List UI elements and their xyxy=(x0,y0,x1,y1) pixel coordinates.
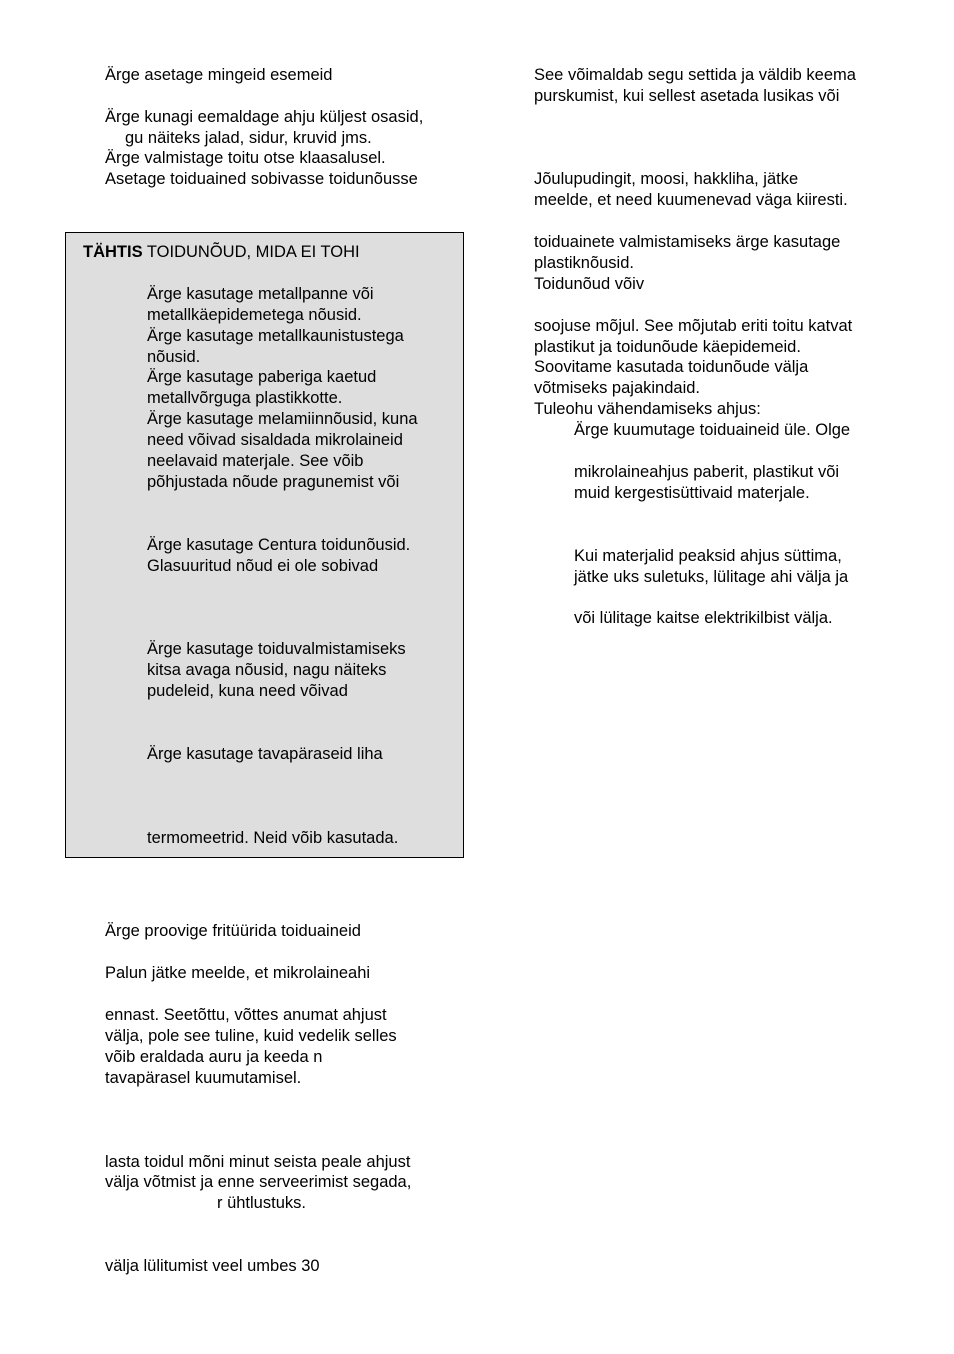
right-text-line: Tuleohu vähendamiseks ahjus: xyxy=(534,400,761,418)
left-text-line: Palun jätke meelde, et mikrolaineahi xyxy=(105,964,371,982)
right-text-line: toiduainete valmistamiseks ärge kasutage xyxy=(534,233,841,251)
right-text-line: Soovitame kasutada toidunõude välja xyxy=(534,358,809,376)
important-label: TÄHTIS xyxy=(83,243,143,261)
right-text-line: plastikut ja toidunõude käepidemeid. xyxy=(534,338,801,356)
right-text-line: Ärge kuumutage toiduaineid üle. Olge xyxy=(574,421,851,439)
box-text-line: kitsa avaga nõusid, nagu näiteks xyxy=(147,661,387,679)
box-text-line: Ärge kasutage tavapäraseid liha xyxy=(147,745,383,763)
box-text-line: neelavaid materjale. See võib xyxy=(147,452,364,470)
right-text-line: mikrolaineahjus paberit, plastikut või xyxy=(574,463,840,481)
right-text-line: võtmiseks pajakindaid. xyxy=(534,379,700,397)
left-text-line: välja võtmist ja enne serveerimist segada, xyxy=(105,1173,412,1191)
right-text-line: jätke uks suletuks, lülitage ahi välja ja xyxy=(574,568,849,586)
left-text-line: ennast. Seetõttu, võttes anumat ahjust xyxy=(105,1006,387,1024)
box-text-line: termomeetrid. Neid võib kasutada. xyxy=(147,829,399,847)
left-text-line: r ühtlustuks. xyxy=(217,1194,306,1212)
right-text-line: muid kergestisüttivaid materjale. xyxy=(574,484,810,502)
right-text-line: või lülitage kaitse elektrikilbist välja. xyxy=(574,609,833,627)
right-text-line: Kui materjalid peaksid ahjus süttima, xyxy=(574,547,842,565)
box-text-line: Ärge kasutage metallkaunistustega xyxy=(147,327,404,345)
left-text-line: lasta toidul mõni minut seista peale ahjust xyxy=(105,1153,411,1171)
box-text-line: nõusid. xyxy=(147,348,201,366)
box-text-line: need võivad sisaldada mikrolaineid xyxy=(147,431,403,449)
left-text-line: välja lülitumist veel umbes 30 xyxy=(105,1257,320,1275)
box-text-line: metallvõrguga plastikkotte. xyxy=(147,389,343,407)
box-text-line: Ärge kasutage toiduvalmistamiseks xyxy=(147,640,406,658)
left-text-line: Ärge valmistage toitu otse klaasalusel. xyxy=(105,149,386,167)
box-text-line: Ärge kasutage Centura toidunõusid. xyxy=(147,536,411,554)
box-text-line: Ärge kasutage metallpanne või xyxy=(147,285,374,303)
box-text-line: Ärge kasutage paberiga kaetud xyxy=(147,368,377,386)
box-text-line: põhjustada nõude pragunemist või xyxy=(147,473,400,491)
left-text-line: Ärge kunagi eemaldage ahju küljest osasid, xyxy=(105,108,424,126)
right-text-line: plastiknõusid. xyxy=(534,254,634,272)
box-text-line: Glasuuritud nõud ei ole sobivad xyxy=(147,557,379,575)
right-text-line: meelde, et need kuumenevad väga kiiresti. xyxy=(534,191,848,209)
left-text-line: gu näiteks jalad, sidur, kruvid jms. xyxy=(125,129,372,147)
box-text-line: pudeleid, kuna need võivad xyxy=(147,682,348,700)
left-text-line: Ärge asetage mingeid esemeid xyxy=(105,66,333,84)
left-text-line: võib eraldada auru ja keeda n xyxy=(105,1048,323,1066)
left-text-line: Ärge proovige fritüürida toiduaineid xyxy=(105,922,361,940)
box-text-line: metallkäepidemetega nõusid. xyxy=(147,306,362,324)
right-text-line: Jõulupudingit, moosi, hakkliha, jätke xyxy=(534,170,799,188)
important-heading-text: TOIDUNÕUD, MIDA EI TOHI xyxy=(142,243,360,261)
right-text-line: Toidunõud võiv xyxy=(534,275,645,293)
important-box-heading xyxy=(83,242,360,262)
box-text-line: Ärge kasutage melamiinnõusid, kuna xyxy=(147,410,418,428)
left-text-line: tavapärasel kuumutamisel. xyxy=(105,1069,302,1087)
right-text-line: See võimaldab segu settida ja väldib keema xyxy=(534,66,856,84)
right-text-line: purskumist, kui sellest asetada lusikas või xyxy=(534,87,840,105)
right-text-line: soojuse mõjul. See mõjutab eriti toitu katvat xyxy=(534,317,853,335)
left-text-line: Asetage toiduained sobivasse toidunõusse xyxy=(105,170,418,188)
left-text-line: välja, pole see tuline, kuid vedelik selles xyxy=(105,1027,397,1045)
